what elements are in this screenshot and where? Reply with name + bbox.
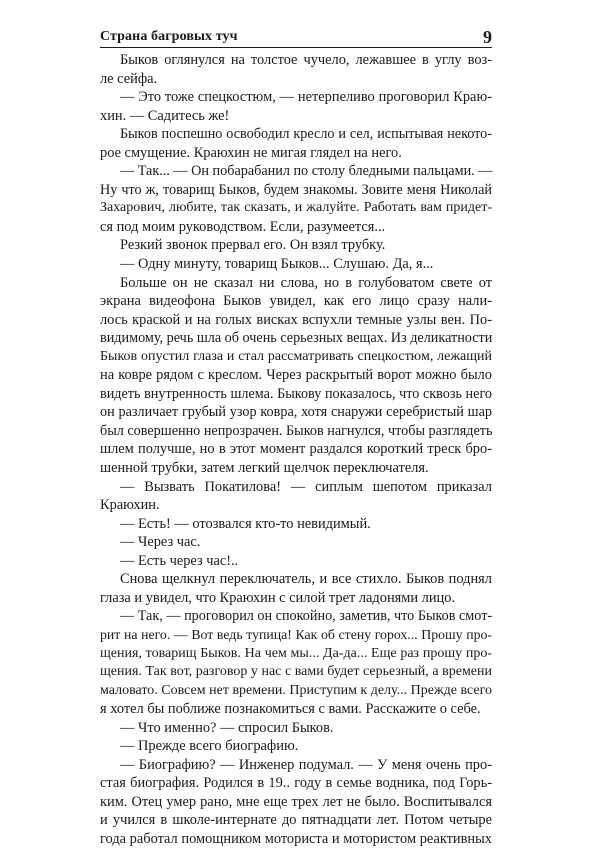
body-text [100, 51, 492, 849]
text-line: глаза и увидел, что Краюхин с силой трет ладонями лицо. [100, 589, 456, 606]
text-line: шлем получше, но в этот момент раздался короткий треск бро- [100, 441, 492, 458]
text-line: Краюхин. [100, 497, 160, 514]
text-line: лось краской и на голых висках вспухли темные узлы вен. По- [100, 311, 492, 328]
text-line: я хотел бы поближе познакомиться с вами. Расскажите о себе. [100, 701, 481, 718]
text-line: — Прежде всего биографию. [120, 738, 299, 755]
text-line: — Есть! — отозвался кто-то невидимый. [120, 515, 371, 532]
text-line: маловато. Совсем нет времени. Приступим к делу... Прежде всего [100, 682, 492, 698]
text-line: рое смущение. Краюхин не мигая глядел на него. [100, 144, 402, 161]
text-line: Больше он не сказал ни слова, но в голубоватом свете от [120, 274, 492, 291]
text-line: — Есть через час!.. [120, 552, 239, 569]
text-line: Быков поспешно освободил кресло и сел, испытывая некото- [120, 126, 492, 143]
text-line: щения, товарищ Быков. На чем мы... Да-да... Еще раз прошу про- [100, 645, 492, 661]
running-title: Страна багровых туч [100, 29, 238, 44]
text-line: ле сейфа. [100, 70, 158, 87]
text-line: был совершенно непрозрачен. Быков нагнулся, чтобы разглядеть [100, 422, 493, 439]
text-line: щения. Так вот, разговор у нас с вами будет серьезный, а времени [100, 664, 492, 680]
text-line: стая биография. Родился в 19.. году в семье водника, под Горь- [100, 775, 492, 792]
text-line: Захарович, любите, так сказать, и жалуйте. Работать вам придет- [100, 200, 492, 216]
text-line: он различает грубый узор ковра, хотя снаружи серебристый шар [100, 404, 492, 421]
text-line: Снова щелкнул переключатель, и все стихло. Быков поднял [120, 571, 492, 588]
text-line: экрана видеофона Быков увидел, как его лицо сразу нали- [100, 293, 492, 310]
text-line: — Это тоже спецкостюм, — нетерпеливо проговорил Краю- [120, 89, 492, 106]
text-line: года работал помощником моториста и мотористом реактивных [100, 830, 492, 847]
text-line: на ковре рядом с креслом. Через раскрытый ворот можно было [100, 367, 492, 384]
text-line: Резкий звонок прервал его. Он взял трубку. [120, 237, 386, 254]
text-line: — Вызвать Покатилова! — сиплым шепотом приказал [120, 478, 492, 495]
text-line: — Так... — Он побарабанил по столу бледными пальцами. — [120, 163, 493, 180]
text-line: — Биографию? — Инженер подумал. — У меня очень про- [120, 756, 492, 773]
text-line: — Что именно? — спросил Быков. [120, 719, 334, 736]
text-line: Быков оглянулся на толстое чучело, лежавшее в углу воз- [120, 52, 492, 68]
text-line: шенной трубки, затем легкий щелчок переключателя. [100, 460, 429, 477]
text-line: Быков опустил глаза и стал рассматривать спецкостюм, лежащий [100, 348, 492, 364]
page-number: 9 [483, 27, 492, 47]
text-line: — Так, — проговорил он спокойно, заметив, что Быков смот- [120, 608, 493, 625]
text-line: — Одну минуту, товарищ Быков... Слушаю. Да, я... [120, 256, 434, 273]
text-line: и учился в школе-интернате до пятнадцати лет. Потом четыре [100, 812, 492, 829]
text-line: хин. — Садитесь же! [100, 107, 230, 124]
page-header [100, 27, 492, 47]
text-line: видеть внутренность шлема. Быкову показалось, что сквозь него [100, 385, 492, 402]
text-line: — Через час. [120, 534, 201, 551]
text-line: ким. Отец умер рано, мне еще трех лет не было. Воспитывался [100, 793, 492, 810]
text-line: ся под моим руководством. Если, разумеется... [100, 218, 386, 235]
text-line: рит на него. — Вот ведь тупица! Как об стену горох... Прошу про- [100, 626, 492, 642]
text-line: Ну что ж, товарищ Быков, будем знакомы. Зовите меня Николай [100, 181, 492, 198]
header-rule [100, 47, 492, 48]
text-line: видимому, речь шла об очень серьезных вещах. Из деликатности [100, 330, 493, 347]
